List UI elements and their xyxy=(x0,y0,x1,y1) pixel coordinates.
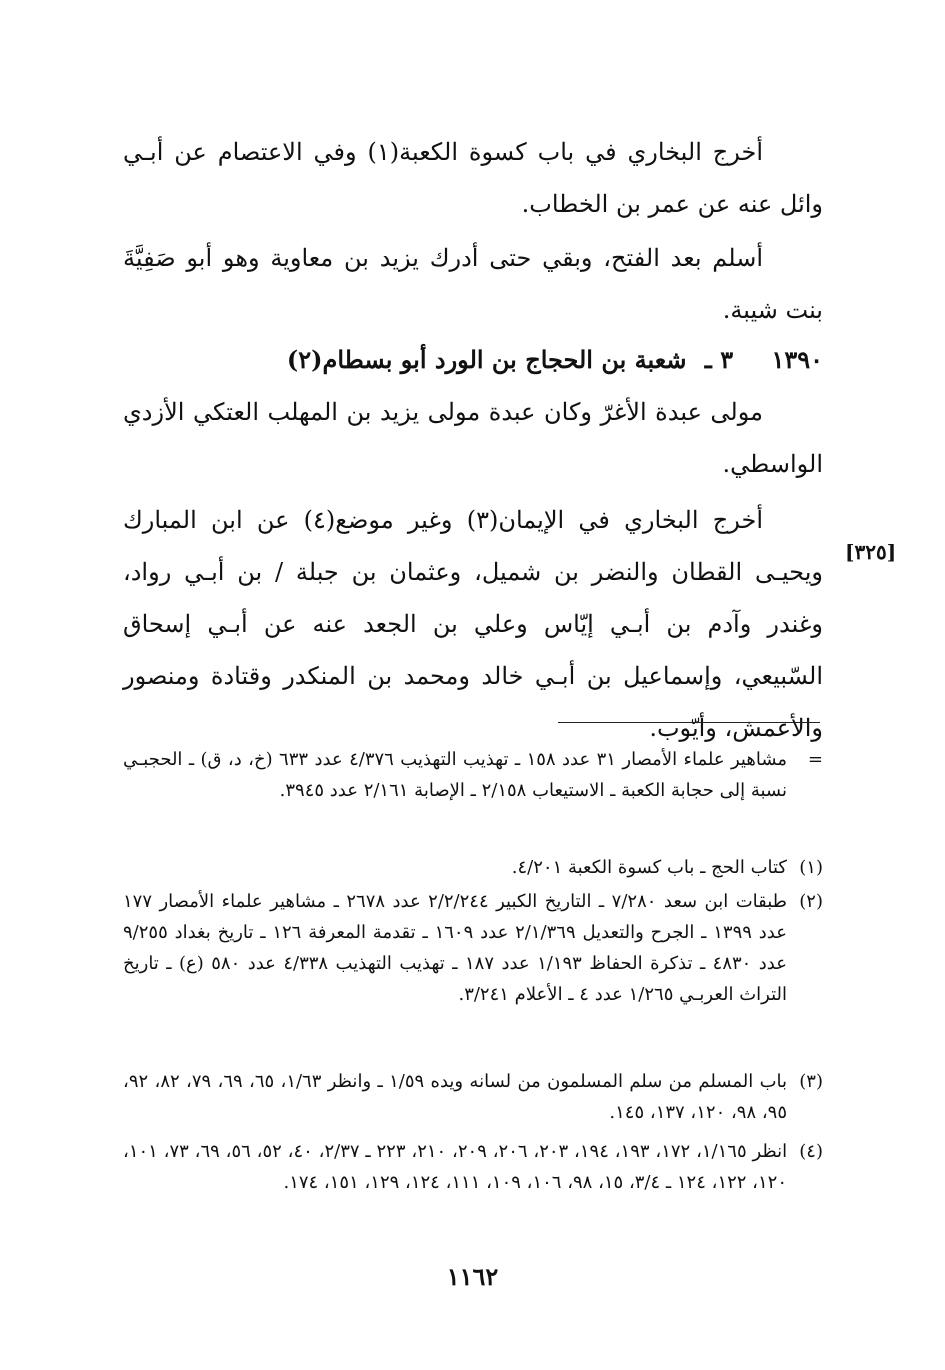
entry-name: شعبة بن الحجاج بن الورد أبو بسطام(٢) xyxy=(286,345,687,374)
footnote-text: كتاب الحج ـ باب كسوة الكعبة ٤/٢٠١. xyxy=(511,857,787,878)
entry-subnumber: ٣ ـ xyxy=(704,345,734,374)
page-number: ١١٦٢ xyxy=(446,1262,499,1291)
entry-number: ١٣٩٠ xyxy=(771,345,823,374)
footnote-mark: (٣) xyxy=(799,1071,823,1092)
paragraph-bukhari-iman: أخرج البخاري في الإيمان(٣) وغير موضع(٤) عن ابن المبارك ويحيـى القطان والنضر بن شميل، وعثمان بن جبلة / بن أبـي رواد، وغندر وآدم بن أبـي إيّاس وعلي بن الجعد عنه عن أبـي إسحاق السّبيعي، وإسماعيل بن أبـي خالد ومحمد بن المنكدر وقتادة ومنصور والأعمش، وأيّوب. xyxy=(123,506,823,742)
footnote-divider xyxy=(558,722,820,723)
entry-heading xyxy=(123,340,823,380)
footnote-mark: (١) xyxy=(799,857,823,878)
footnote-mark: (٤) xyxy=(799,1141,823,1162)
footnote-text: انظر ١/١٦٥، ١٧٢، ١٩٣، ١٩٤، ٢٠٣، ٢٠٦، ٢٠٩، ٢١٠، ٢٢٣ ـ ٢/٣٧، ٤٠، ٥٢، ٥٦، ٦٩، ٧٣، ١٠١، ١٢٠، ١٢٢، ١٢٤ ـ ٣/٤، ١٥، ٩٨، ١٠٦، ١٠٩، ١١١، ١٢٤، ١٢٩، ١٥١، ١٧٤. xyxy=(123,1141,788,1193)
footnote-2 xyxy=(123,886,823,1010)
margin-page-marker: [٣٢٥] xyxy=(845,540,897,564)
paragraph-mawla: مولى عبدة الأغرّ وكان عبدة مولى يزيد بن المهلب العتكي الأزدي الواسطي. xyxy=(123,398,823,478)
paragraph-islam-after-fath: أسلم بعد الفتح، وبقي حتى أدرك يزيد بن معاوية وهو أبو صَفِيَّةَ بنت شيبة. xyxy=(123,244,823,324)
footnote-1 xyxy=(123,852,823,883)
footnote-3 xyxy=(123,1066,823,1128)
footnote-text: طبقات ابن سعد ٧/٢٨٠ ـ التاريخ الكبير ٢/٢/٢٤٤ عدد ٢٦٧٨ ـ مشاهير علماء الأمصار ١٧٧ عدد ١٣٩٩ ـ الجرح والتعديل ٢/١/٣٦٩ عدد ١٦٠٩ ـ تقدمة المعرفة ١٢٦ ـ تاريخ بغداد ٩/٢٥٥ عدد ٤٨٣٠ ـ تذكرة الحفاظ ١/١٩٣ عدد ١٨٧ ـ تهذيب التهذيب ٤/٣٣٨ عدد ٥٨٠ (ع) ـ تاريخ التراث العربـي ١/٢٦٥ عدد ٤ ـ الأعلام ٣/٢٤١. xyxy=(123,891,788,1005)
footnote-text: مشاهير علماء الأمصار ٣١ عدد ١٥٨ ـ تهذيب التهذيب ٤/٣٧٦ عدد ٦٣٣ (خ، د، ق) ـ الحجبـي نسبة إلى حجابة الكعبة ـ الاستيعاب ٢/١٥٨ ـ الإصابة ٢/١٦١ عدد ٣٩٤٥. xyxy=(123,749,788,801)
footnote-mark: (٢) xyxy=(799,891,823,912)
footnote-mark: = xyxy=(807,749,823,770)
footnote-4 xyxy=(123,1136,823,1198)
footnote-text: باب المسلم من سلم المسلمون من لسانه ويده ١/٥٩ ـ وانظر ١/٦٣، ٦٥، ٦٩، ٧٩، ٨٢، ٩٢، ٩٥، ٩٨، ١٢٠، ١٣٧، ١٤٥. xyxy=(123,1071,788,1123)
footnote-continuation xyxy=(123,744,823,806)
paragraph-bukhari-kiswa: أخرج البخاري في باب كسوة الكعبة(١) وفي الاعتصام عن أبـي وائل عنه عن عمر بن الخطاب. xyxy=(123,138,823,218)
